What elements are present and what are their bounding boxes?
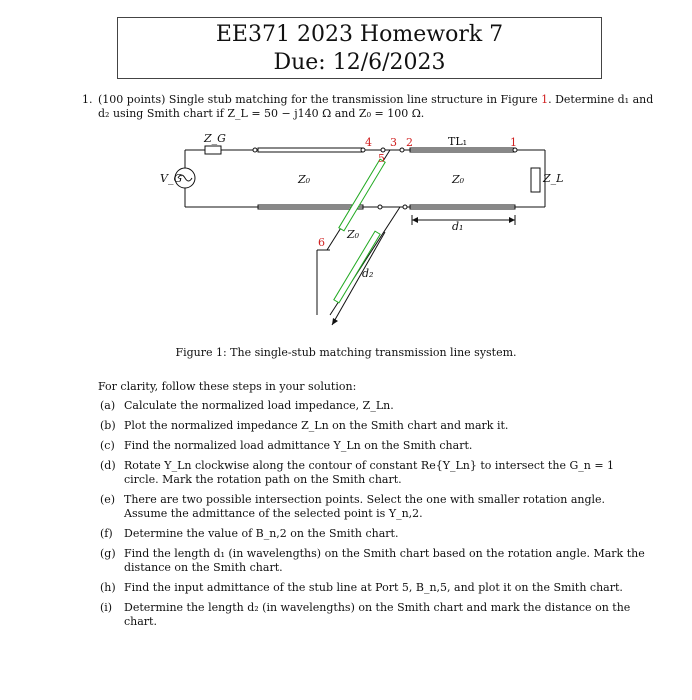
title-box	[117, 17, 602, 79]
step-text: Calculate the normalized load impedance, Z_Ln.	[124, 399, 394, 412]
port-4-label: 4	[365, 136, 372, 149]
steps-intro: For clarity, follow these steps in your solution:	[98, 380, 357, 393]
step-label: (g)	[100, 547, 116, 560]
problem-number: 1.	[82, 93, 93, 106]
main-line-left-top	[258, 148, 363, 152]
zl-label: Z_L	[543, 172, 564, 185]
d1-arrowhead-right	[509, 217, 515, 223]
step-item	[98, 547, 646, 575]
zg-resistor-icon	[205, 146, 221, 154]
step-item	[98, 459, 646, 487]
step-item	[98, 439, 646, 453]
d1-arrowhead-left	[412, 217, 418, 223]
port-6-label: 6	[318, 236, 325, 249]
step-text: Find the input admittance of the stub line at Port 5, B_n,5, and plot it on the Smith chart.	[124, 581, 623, 594]
d1-label: d₁	[452, 220, 464, 233]
z0-right-label: Z₀	[452, 173, 465, 186]
problem-text-part1: (100 points) Single stub matching for the transmission line structure in Figure	[98, 93, 538, 106]
step-text: Plot the normalized impedance Z_Ln on the Smith chart and mark it.	[124, 419, 509, 432]
step-label: (b)	[100, 419, 116, 432]
figure-caption: Figure 1: The single-stub matching transmission line system.	[175, 346, 517, 359]
port-2-label: 2	[406, 136, 413, 149]
step-text: Find the normalized load admittance Y_Ln on the Smith chart.	[124, 439, 473, 452]
due-date: Due: 12/6/2023	[273, 50, 446, 75]
step-text: Determine the length d₂ (in wavelengths) on the Smith chart and mark the distance on the chart.	[124, 601, 631, 628]
step-item	[98, 419, 646, 433]
circuit-figure	[150, 130, 580, 330]
port-3-label: 3	[390, 136, 397, 149]
z0-left-label: Z₀	[298, 173, 311, 186]
step-label: (i)	[100, 601, 113, 614]
zl-resistor-icon	[531, 168, 540, 192]
port-5-label: 5	[378, 152, 385, 165]
step-label: (f)	[100, 527, 113, 540]
step-label: (d)	[100, 459, 116, 472]
step-label: (c)	[100, 439, 115, 452]
step-item	[98, 601, 646, 629]
step-item	[98, 581, 646, 595]
zg-label: Z_G	[204, 132, 226, 145]
problem-text	[98, 93, 656, 121]
step-item	[98, 493, 646, 521]
step-label: (h)	[100, 581, 116, 594]
problem-text-part2: . Determine d₁ and d₂ using Smith chart if Z_L = 50 − j140 Ω and Z₀ = 100 Ω.	[98, 93, 654, 120]
step-text: Determine the value of B_n,2 on the Smith chart.	[124, 527, 399, 540]
step-label: (a)	[100, 399, 116, 412]
step-item	[98, 527, 646, 541]
vg-label: V_G	[160, 172, 183, 185]
step-item	[98, 399, 646, 413]
steps-list	[98, 399, 646, 635]
z0-stub-label: Z₀	[347, 228, 360, 241]
port-1-label: 1	[510, 136, 517, 149]
step-label: (e)	[100, 493, 116, 506]
stub-green-upper	[339, 159, 385, 231]
page-title: EE371 2023 Homework 7	[215, 22, 504, 47]
step-text: Rotate Y_Ln clockwise along the contour of constant Re{Y_Ln} to intersect the G_n = 1 circle. Mark the rotation path on the Smith chart.	[124, 459, 615, 486]
step-text: There are two possible intersection points. Select the one with smaller rotation angle. Assume the admittance of the selected point is Y_n,2.	[124, 493, 606, 520]
step-text: Find the length d₁ (in wavelengths) on the Smith chart based on the rotation angle. Mark the distance on the Smith chart.	[124, 547, 645, 574]
figure-reference-link[interactable]: 1	[541, 93, 549, 106]
tl1-label: TL₁	[448, 135, 468, 148]
d2-dimension-arrow	[332, 232, 385, 325]
d2-label: d₂	[362, 267, 374, 280]
